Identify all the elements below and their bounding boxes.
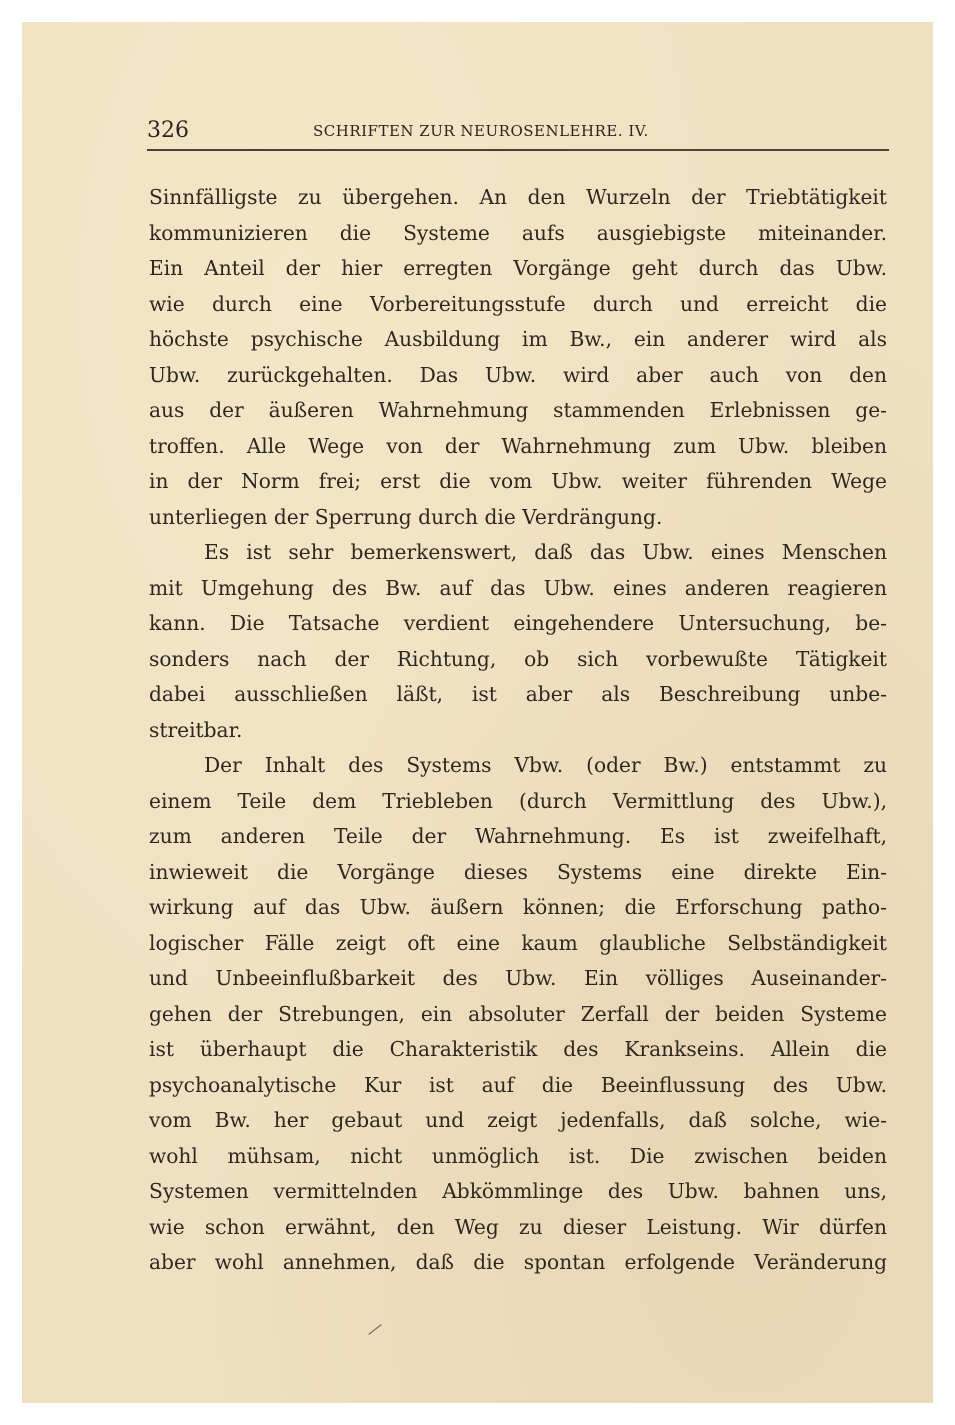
paragraph [149,535,887,748]
text-line: Systemen vermittelnden Abkömmlinge des Ubw. bahnen uns, [149,1179,887,1203]
text-line: Ubw. zurückgehalten. Das Ubw. wird aber auch von den [149,362,887,387]
text-line: ist überhaupt die Charakteristik des Krankseins. Allein die [149,1037,887,1061]
text-line: aus der äußeren Wahrnehmung stammenden Erlebnissen ge- [149,398,887,422]
text-line: logischer Fälle zeigt oft eine kaum glaubliche Selbständigkeit [149,930,887,955]
text-line: einem Teile dem Triebleben (durch Vermittlung des Ubw.), [149,788,887,813]
text-line: kann. Die Tatsache verdient eingehendere Untersuchung, be- [149,611,887,635]
text-line: dabei ausschließen läßt, ist aber als Beschreibung unbe- [149,682,887,706]
text-line: kommunizieren die Systeme aufs ausgiebigste miteinander. [149,220,887,245]
text-line: Es ist sehr bemerkenswert, daß das Ubw. eines Menschen [204,540,887,564]
text-line: zum anderen Teile der Wahrnehmung. Es ist zweifelhaft, [149,824,887,848]
text-line: gehen der Strebungen, ein absoluter Zerfall der beiden Systeme [149,1001,887,1026]
running-title: SCHRIFTEN ZUR NEUROSENLEHRE. IV. [313,122,649,140]
text-line: Ein Anteil der hier erregten Vorgänge geht durch das Ubw. [149,256,887,280]
text-line: in der Norm frei; erst die vom Ubw. weiter führenden Wege [149,469,887,493]
paragraph [149,180,887,535]
text-line: Der Inhalt des Systems Vbw. (oder Bw.) entstammt zu [204,753,887,777]
text-line: wie schon erwähnt, den Weg zu dieser Leistung. Wir dürfen [149,1214,887,1239]
text-line: inwieweit die Vorgänge dieses Systems eine direkte Ein- [149,859,887,884]
text-line: wohl mühsam, nicht unmöglich ist. Die zwischen beiden [149,1143,887,1168]
text-line: troffen. Alle Wege von der Wahrnehmung zum Ubw. bleiben [149,433,887,458]
paragraph [149,748,887,1281]
page-number: 326 [147,118,189,143]
text-line: höchste psychische Ausbildung im Bw., ein anderer wird als [149,327,887,351]
text-line: wie durch eine Vorbereitungsstufe durch und erreicht die [149,291,887,316]
text-line: und Unbeeinflußbarkeit des Ubw. Ein völliges Auseinander- [149,966,887,990]
header-rule [147,149,889,151]
text-line: psychoanalytische Kur ist auf die Beeinflussung des Ubw. [149,1072,887,1097]
text-line: sonders nach der Richtung, ob sich vorbewußte Tätigkeit [149,646,887,671]
text-line: unterliegen der Sperrung durch die Verdrängung. [149,504,663,529]
text-line: Sinnfälligste zu übergehen. An den Wurzeln der Triebtätigkeit [149,185,887,209]
text-line: aber wohl annehmen, daß die spontan erfolgende Veränderung [149,1250,887,1274]
text-line: mit Umgehung des Bw. auf das Ubw. eines anderen reagieren [149,575,887,600]
text-line: vom Bw. her gebaut und zeigt jedenfalls, daß solche, wie- [149,1108,887,1132]
text-line: wirkung auf das Ubw. äußern können; die Erforschung patho- [149,895,887,919]
text-line: streitbar. [149,717,243,742]
page-header [147,118,887,146]
body-text [149,180,887,1281]
